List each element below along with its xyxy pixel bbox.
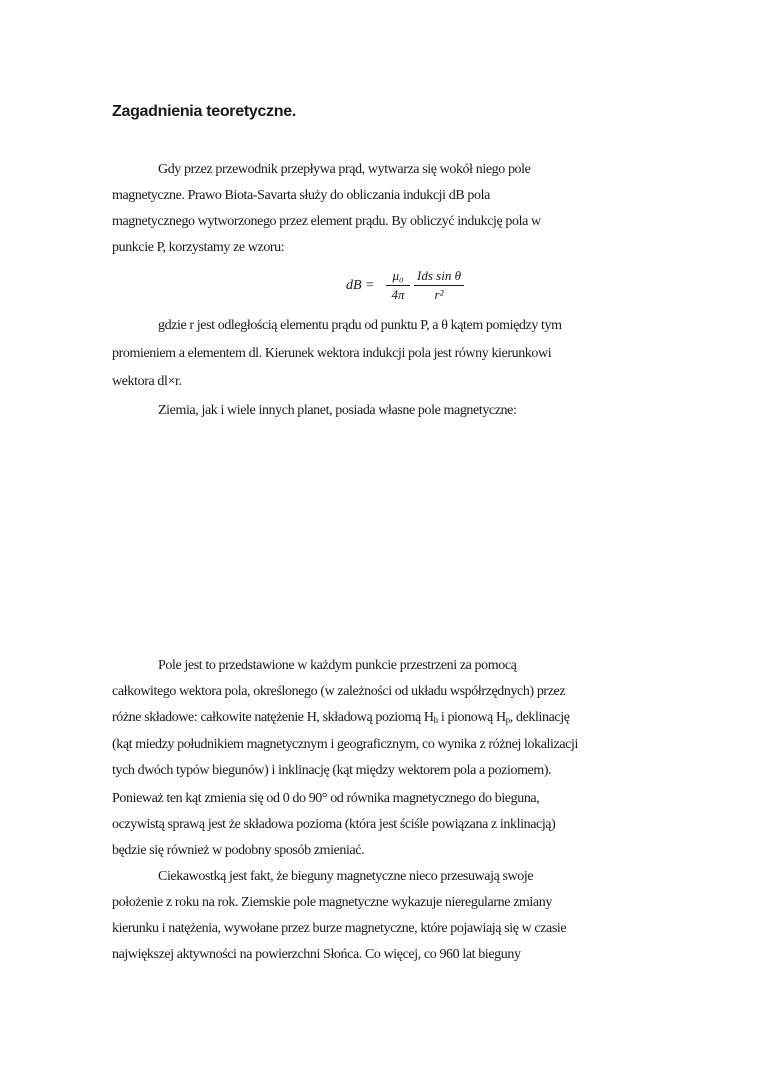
paragraph-line: największej aktywności na powierzchni Słońca. Co więcej, co 960 lat bieguny [112, 947, 521, 962]
components-text-3: , deklinację [509, 710, 570, 725]
paragraph-line: (kąt miedzy południkiem magnetycznym i geograficznym, co wynika z różnej lokalizacji [112, 737, 578, 752]
paragraph-line: będzie się również w podobny sposób zmieniać. [112, 843, 365, 858]
paragraph-line-components [112, 709, 570, 727]
paragraph-line: Ziemia, jak i wiele innych planet, posiada własne pole magnetyczne: [158, 403, 517, 418]
paragraph-line: Pole jest to przedstawione w każdym punkcie przestrzeni za pomocą [158, 658, 517, 673]
biot-savart-formula [346, 265, 466, 307]
paragraph-line: gdzie r jest odległością elementu prądu od punktu P, a θ kątem pomiędzy tym [158, 318, 562, 333]
formula-fraction-ids [414, 268, 464, 303]
fraction-bar [386, 285, 410, 286]
figure-placeholder [112, 440, 652, 640]
formula-frac2-denominator: r² [434, 287, 444, 302]
formula-frac1-numerator: μ₀ [392, 268, 404, 283]
formula-frac1-denominator: 4π [391, 287, 405, 302]
paragraph-line: położenie z roku na rok. Ziemskie pole magnetyczne wykazuje nieregularne zmiany [112, 895, 552, 910]
components-text-1: różne składowe: całkowite natężenie H, składową poziomą H [112, 710, 434, 725]
paragraph-line: kierunku i natężenia, wywołane przez burze magnetyczne, które pojawiają się w czasie [112, 921, 567, 936]
paragraph-line: promieniem a elementem dl. Kierunek wektora indukcji pola jest równy kierunkowi [112, 346, 552, 361]
subscript-h: h [433, 715, 438, 725]
paragraph-line: oczywistą sprawą jest że składowa pozioma (która jest ściśle powiązana z inklinacją) [112, 817, 556, 832]
paragraph-line: Gdy przez przewodnik przepływa prąd, wytwarza się wokół niego pole [158, 162, 531, 177]
paragraph-line: wektora dl×r. [112, 374, 182, 389]
fraction-bar [414, 285, 464, 286]
section-heading: Zagadnienia teoretyczne. [112, 103, 296, 120]
formula-fraction-mu [386, 268, 410, 303]
paragraph-line: punkcie P, korzystamy ze wzoru: [112, 240, 285, 255]
paragraph-line: całkowitego wektora pola, określonego (w zależności od układu współrzędnych) przez [112, 684, 566, 699]
paragraph-line: magnetyczne. Prawo Biota-Savarta służy do obliczania indukcji dB pola [112, 188, 490, 203]
paragraph-line: Ponieważ ten kąt zmienia się od 0 do 90° od równika magnetycznego do bieguna, [112, 791, 540, 806]
paragraph-line: magnetycznego wytworzonego przez element prądu. By obliczyć indukcję pola w [112, 214, 541, 229]
paragraph-line: tych dwóch typów biegunów) i inklinację (kąt między wektorem pola a poziomem). [112, 763, 552, 778]
paragraph-line: Ciekawostką jest fakt, że bieguny magnetyczne nieco przesuwają swoje [158, 869, 534, 884]
formula-lhs: dB = [346, 278, 375, 293]
components-text-2: i pionową H [437, 710, 506, 725]
subscript-p: p [505, 715, 510, 725]
formula-frac2-numerator: Ids sin θ [417, 268, 461, 283]
